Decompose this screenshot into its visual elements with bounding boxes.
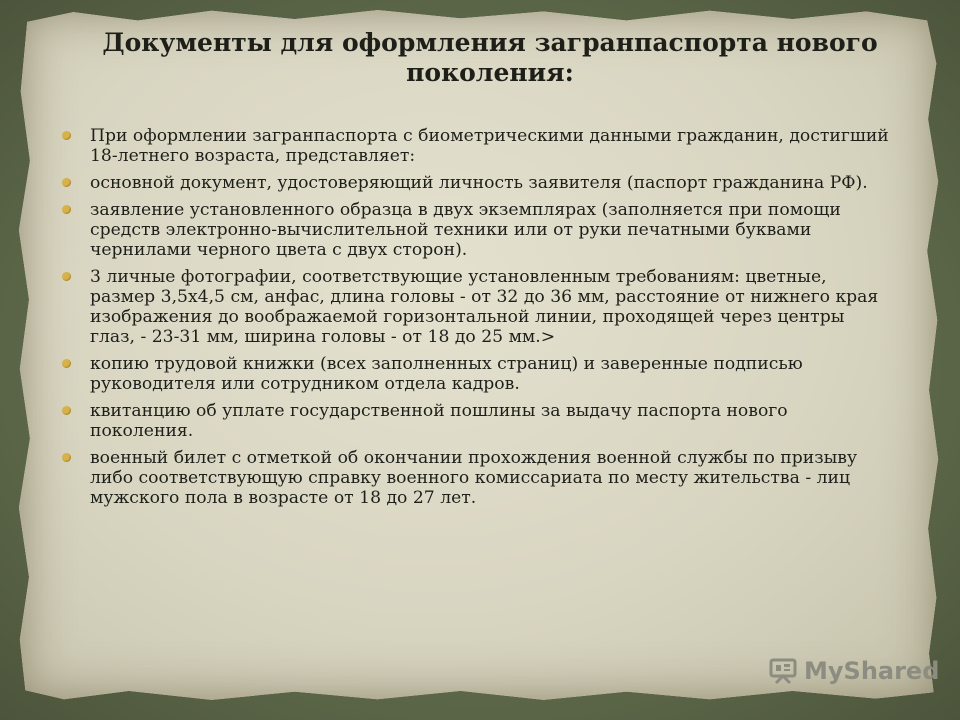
list-item-text: военный билет с отметкой об окончании прохождения военной службы по призыву либо соответствующую справку военного комиссариата по месту жительства - лиц мужского пола в возрасте от 18 до 27 лет. bbox=[90, 448, 858, 508]
bullet-icon bbox=[62, 178, 71, 187]
list-item bbox=[62, 267, 892, 347]
list-item bbox=[62, 354, 892, 394]
list-item-text: квитанцию об уплате государственной пошлины за выдачу паспорта нового поколения. bbox=[90, 401, 788, 441]
presentation-board-icon bbox=[768, 656, 798, 686]
bullet-icon bbox=[62, 359, 71, 368]
list-item bbox=[62, 401, 892, 441]
list-item-text: При оформлении загранпаспорта с биометрическими данными гражданин, достигший 18-летнего возраста, представляет: bbox=[90, 126, 889, 166]
list-item bbox=[62, 448, 892, 508]
slide-title: Документы для оформления загранпаспорта нового поколения: bbox=[102, 28, 878, 87]
list-item-text: 3 личные фотографии, соответствующие установленным требованиям: цветные, размер 3,5х4,5 см, анфас, длина головы - от 32 до 36 мм, расстояние от нижнего края изображения до воображаемой горизонтальной линии, проходящей через центры глаз, - 23-31 мм, ширина головы - от 18 до 25 мм.> bbox=[90, 267, 879, 347]
list-item bbox=[62, 126, 892, 166]
bullet-icon bbox=[62, 205, 71, 214]
list-item bbox=[62, 200, 892, 260]
list-item-text: основной документ, удостоверяющий личность заявителя (паспорт гражданина РФ). bbox=[90, 173, 868, 193]
watermark-logo bbox=[768, 656, 939, 686]
list-item bbox=[62, 173, 892, 193]
watermark-text: MyShared bbox=[804, 657, 940, 685]
bullet-icon bbox=[62, 453, 71, 462]
bullet-icon bbox=[62, 406, 71, 415]
bullet-icon bbox=[62, 131, 71, 140]
list-item-text: копию трудовой книжки (всех заполненных страниц) и заверенные подписью руководителя или сотрудником отдела кадров. bbox=[90, 354, 803, 394]
document-list bbox=[62, 126, 892, 515]
bullet-icon bbox=[62, 272, 71, 281]
list-item-text: заявление установленного образца в двух экземплярах (заполняется при помощи средств электронно-вычислительной техники или от руки печатными буквами чернилами черного цвета с двух сторон). bbox=[90, 200, 841, 260]
